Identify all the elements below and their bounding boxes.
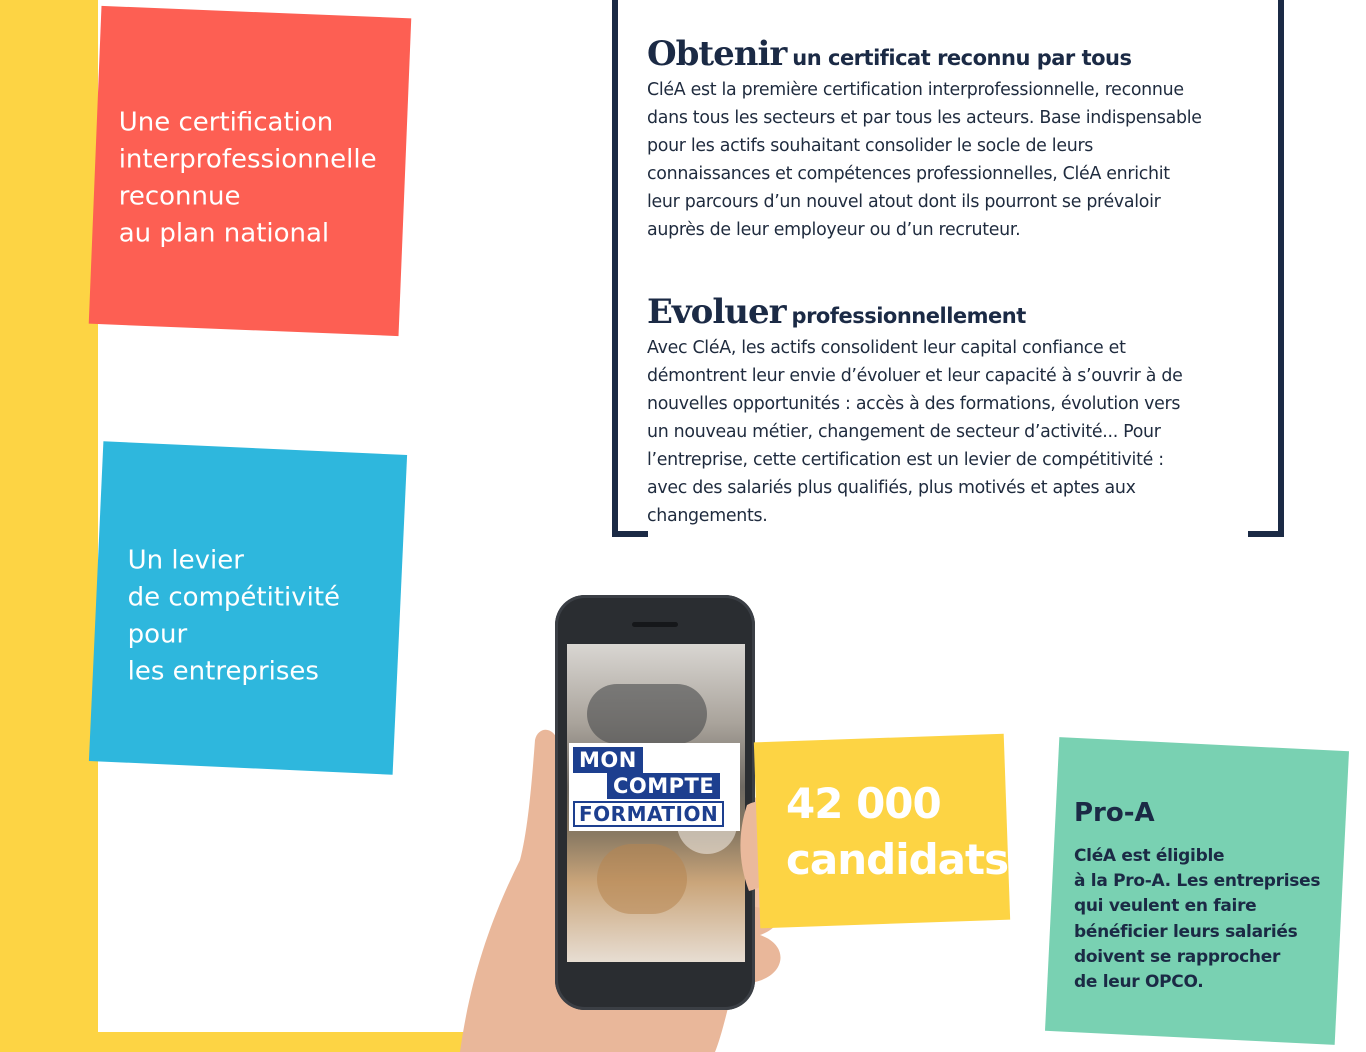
body-line: nouvelles opportunités : accès à des formations, évolution vers [647, 394, 1181, 414]
section-title-small: un certificat reconnu par tous [792, 46, 1132, 70]
body-line: connaissances et compétences professionnelles, CléA enrichit [647, 164, 1170, 184]
phone-speaker [632, 622, 678, 627]
frame-corner-left [612, 531, 648, 537]
logo-line-mon: MON [573, 747, 643, 773]
body-line: CléA est la première certification interprofessionnelle, reconnue [647, 80, 1184, 100]
logo-line-formation: FORMATION [573, 801, 724, 827]
body-line: changements. [647, 506, 768, 526]
body-line: leur parcours d’un nouvel atout dont ils pourront se prévaloir [647, 192, 1161, 212]
body-line: dans tous les secteurs et par tous les acteurs. Base indispensable [647, 108, 1202, 128]
mon-compte-formation-logo [569, 743, 740, 831]
screen-blur [587, 684, 707, 744]
section-body [647, 334, 1257, 530]
blue-card-text: Un levier de compétitivité pour les entreprises [127, 545, 341, 687]
section-obtenir [647, 34, 1257, 244]
body-line: auprès de leur employeur ou d’un recruteur. [647, 220, 1021, 240]
red-card-text: Une certification interprofessionnelle reconnue au plan national [118, 107, 377, 249]
logo-line-compte: COMPTE [607, 773, 720, 799]
candidates-stat: 42 000 candidats [786, 779, 1009, 884]
body-line: pour les actifs souhaitant consolider le socle de leurs [647, 136, 1094, 156]
proa-body: CléA est éligible à la Pro-A. Les entreprises qui veulent en faire bénéficier leurs salariés doivent se rapprocher de leur OPCO. [1074, 846, 1321, 993]
red-card [89, 6, 412, 336]
section-heading [647, 292, 1257, 332]
section-heading [647, 34, 1257, 74]
body-line: démontrent leur envie d’évoluer et leur capacité à s’ouvrir à de [647, 366, 1183, 386]
yellow-side-bar [0, 0, 98, 1052]
body-line: un nouveau métier, changement de secteur d’activité... Pour [647, 422, 1161, 442]
blue-card [89, 441, 407, 774]
body-line: l’entreprise, cette certification est un levier de compétitivité : [647, 450, 1164, 470]
section-title-big: Evoluer [647, 292, 786, 332]
section-evoluer [647, 292, 1257, 530]
section-body [647, 76, 1257, 244]
section-title-small: professionnellement [791, 304, 1026, 328]
yellow-bottom-bar [0, 1032, 502, 1052]
section-title-big: Obtenir [647, 34, 787, 74]
frame-corner-right [1248, 531, 1284, 537]
body-line: Avec CléA, les actifs consolident leur capital confiance et [647, 338, 1126, 358]
screen-blur [597, 844, 687, 914]
proa-title: Pro-A [1074, 798, 1155, 828]
body-line: avec des salariés plus qualifiés, plus motivés et aptes aux [647, 478, 1136, 498]
